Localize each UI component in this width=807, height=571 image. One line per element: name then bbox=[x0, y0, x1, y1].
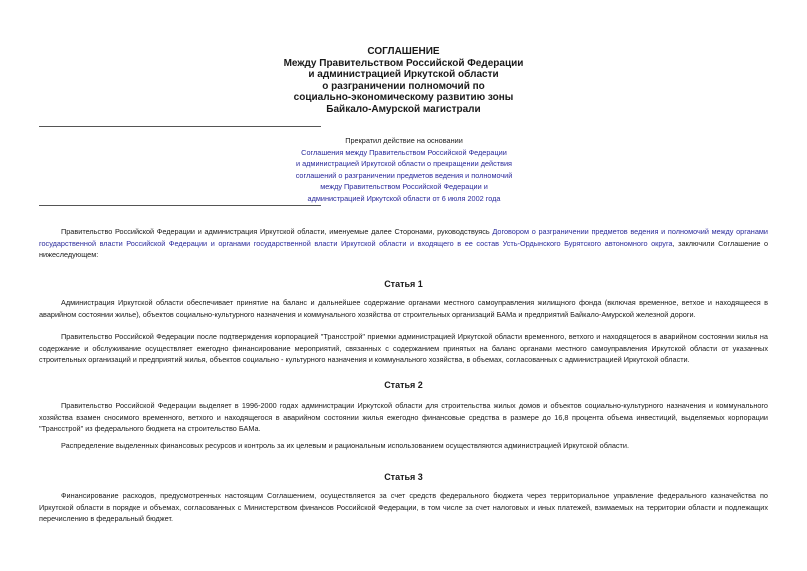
preamble-text-end: , заключили Соглашение о нижеследующем: bbox=[39, 238, 768, 260]
title-line: и администрацией Иркутской области bbox=[308, 69, 499, 80]
document-title bbox=[0, 46, 807, 115]
article-2-paragraph-1: Правительство Российской Федерации выделяет в 1996-2000 годах администрации Иркутской области для строительства жилых домов и объектов социально-культурного назначения и коммунального хозяйства взамен сносимого временного, ветхого и находящегося в аварийном состоянии жилья ежегодно финансовые средства в размере до 16,8 процента объема инвестиций, выделяемых корпорации "Трансстрой" из федерального бюджета на строительство БАМа. bbox=[39, 401, 768, 434]
status-link-line[interactable]: соглашений о разграничении предметов ведения и полномочий bbox=[295, 170, 513, 180]
title-line: Между Правительством Российской Федерации bbox=[283, 57, 524, 69]
status-label: Прекратил действие на основании bbox=[345, 136, 463, 145]
article-1-paragraph-2: Правительство Российской Федерации после подтверждения корпорацией "Трансстрой" приемки администрацией Иркутской области временного, ветхого и находящегося в аварийном состоянии жилья на содержание и обслуживание осуществляет ежегодно финансирование мероприятий, связанных с содержанием принятых на баланс органами местного самоуправления Иркутской области от указанных строительных организаций и предприятий жилья, объектов социально - культурного назначения и коммунального хозяйства, в объемах, согласованных с администрацией Иркутской области. bbox=[39, 332, 768, 365]
title-line: о разграничении полномочий по bbox=[322, 80, 485, 92]
divider-top bbox=[39, 126, 321, 127]
title-line: Байкало-Амурской магистрали bbox=[326, 103, 481, 115]
status-note bbox=[240, 135, 568, 205]
article-3-title: Статья 3 bbox=[384, 472, 423, 482]
preamble-text: Правительство Российской Федерации и администрация Иркутской области, именуемые далее Сторонами, руководствуясь bbox=[61, 227, 493, 236]
article-3-paragraph-1: Финансирование расходов, предусмотренных настоящим Соглашением, осуществляется за счет средств федерального бюджета через территориальное управление федерального казначейства по Иркутской области в порядке и объемах, согласованных с Министерством финансов Российской Федерации, в том числе за счет налоговых и иных платежей, взимаемых на территории области и подлежащих перечислению в федеральный бюджет. bbox=[39, 491, 768, 524]
title-line: СОГЛАШЕНИЕ bbox=[367, 46, 440, 57]
treaty-link[interactable]: Договором о разграничении предметов ведения и полномочий между органами государственной власти Российской Федерации и органами государственной власти Иркутской области и входящего в ее состав Усть-Ордынского Бурятского автономного округа bbox=[39, 227, 768, 248]
title-line: социально-экономическому развитию зоны bbox=[293, 92, 514, 103]
article-1-paragraph-1: Администрация Иркутской области обеспечивает принятие на баланс и дальнейшее содержание органами местного самоуправления жилищного фонда (включая временное, ветхое и находящееся в аварийном состоянии жилье), объектов социально-культурного назначения и коммунального хозяйства от строительных организаций БАМа и предприятий Байкало-Амурской железной дороги. bbox=[39, 298, 768, 319]
status-link-line[interactable]: и администрацией Иркутской области о прекращении действия bbox=[296, 159, 512, 169]
divider-bottom bbox=[39, 205, 321, 206]
article-2-title: Статья 2 bbox=[384, 380, 423, 390]
status-link-line[interactable]: Соглашения между Правительством Российской Федерации bbox=[301, 147, 507, 157]
article-2-paragraph-2: Распределение выделенных финансовых ресурсов и контроль за их целевым и рациональным использованием осуществляются администрацией Иркутской области. bbox=[61, 441, 629, 450]
status-link-line[interactable]: между Правительством Российской Федерации и bbox=[320, 182, 488, 192]
preamble-paragraph bbox=[39, 226, 768, 261]
article-1-title: Статья 1 bbox=[384, 279, 423, 289]
status-link-line[interactable]: администрацией Иркутской области от 6 июля 2002 года bbox=[307, 193, 501, 203]
